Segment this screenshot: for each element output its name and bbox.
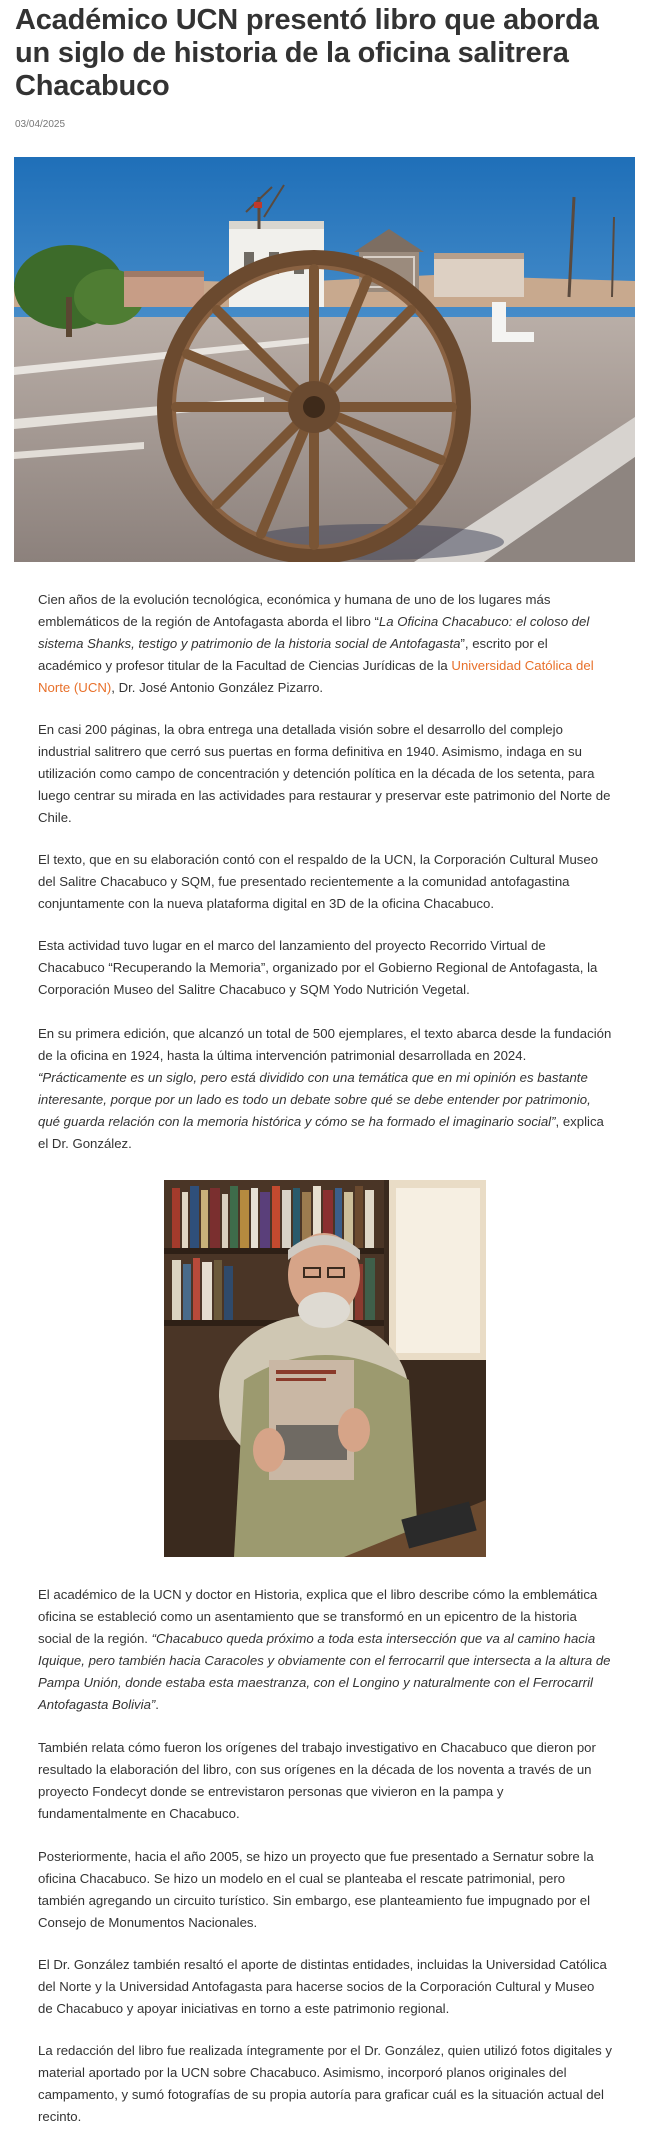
paragraph-5-text-a: En su primera edición, que alcanzó un total de 500 ejemplares, el texto abarca desde la fundación de la oficina en 1924, hasta la última intervención patrimonial desarrollada en 2024.: [38, 1026, 612, 1063]
publish-date: 03/04/2025: [15, 119, 66, 130]
paragraph-2: En casi 200 páginas, la obra entrega una detallada visión sobre el desarrollo del complejo industrial salitrero que cerró sus puertas en forma definitiva en 1940. Asimismo, indaga en su utilización como campo de concentración y detención política en la década de los setenta, para luego centrar su mirada en las actividades para restaurar y preservar este patrimonio del Norte de Chile.: [38, 722, 611, 825]
paragraph-1-text-c: ”, escrito por el académico y profesor titular de la Facultad de Ciencias Jurídicas de la: [38, 636, 548, 673]
paragraph-4: Esta actividad tuvo lugar en el marco del lanzamiento del proyecto Recorrido Virtual de Chacabuco “Recuperando la Memoria”, organizado por el Gobierno Regional de Antofagasta, la Corporación Museo del Salitre Chacabuco y SQM Yodo Nutrición Vegetal.: [38, 938, 598, 997]
paragraph-5: [38, 1023, 612, 1155]
paragraph-7: También relata cómo fueron los orígenes del trabajo investigativo en Chacabuco que dieron por resultado la elaboración del libro, con sus orígenes en la década de los noventa a través de un proyecto Fondecyt donde se entrevistaron personas que vivieron en la pampa y fundamentalmente en Chacabuco.: [38, 1740, 596, 1821]
hero-photo-wagon-wheel: [14, 157, 635, 562]
author-photo: [164, 1180, 486, 1557]
paragraph-1: [38, 589, 612, 699]
paragraph-6-text-b: .: [155, 1697, 159, 1712]
paragraph-6: [38, 1584, 612, 1716]
paragraph-1-text-d: , Dr. José Antonio González Pizarro.: [111, 680, 324, 695]
paragraph-8: Posteriormente, hacia el año 2005, se hizo un proyecto que fue presentado a Sernatur sobre la oficina Chacabuco. Se hizo un modelo en el cual se planteaba el rescate patrimonial, pero también agregando un circuito turístico. Sin embargo, ese planteamiento fue impugnado por el Consejo de Monumentos Nacionales.: [38, 1849, 594, 1930]
paragraph-6-text-a: El académico de la UCN y doctor en Historia, explica que el libro describe cómo la emblemática oficina se estableció como un asentamiento que se transformó en un epicentro de la historia social de la región.: [38, 1587, 598, 1646]
paragraph-10: La redacción del libro fue realizada íntegramente por el Dr. González, quien utilizó fotos digitales y material aportado por la UCN sobre Chacabuco. Asimismo, incorporó planos originales del campamento, y sumó fotografías de su propia autoría para graficar cuál es la situación actual del recinto.: [38, 2043, 612, 2124]
paragraph-6-quote: “Chacabuco queda próximo a toda esta intersección que va al camino hacia Iquique, pero también hacia Caracoles y obviamente con el ferrocarril que intersecta a la altura de Pampa Unión, donde estaba esta maestranza, con el Longino y naturalmente con el Ferrocarril Antofagasta Bolivia”: [38, 1631, 611, 1712]
paragraph-5-quote: “Prácticamente es un siglo, pero está dividido con una temática que en mi opinión es bastante interesante, porque por un lado es todo un debate sobre qué se debe entender por patrimonio, qué guarda relación con la memoria histórica y cómo se ha formado el imaginario social”: [38, 1070, 591, 1129]
paragraph-9: El Dr. González también resaltó el aporte de distintas entidades, incluidas la Universidad Católica del Norte y la Universidad Antofagasta para hacerse socios de la Corporación Cultural y Museo de Chacabuco y apoyar iniciativas en torno a este patrimonio regional.: [38, 1957, 607, 2016]
paragraph-3: El texto, que en su elaboración contó con el respaldo de la UCN, la Corporación Cultural Museo del Salitre Chacabuco y SQM, fue presentado recientemente a la comunidad antofagastina conjuntamente con la nueva plataforma digital en 3D de la oficina Chacabuco.: [38, 852, 599, 911]
article-title: Académico UCN presentó libro que aborda un siglo de historia de la oficina salitrera Chacabuco: [15, 4, 599, 102]
ucn-link[interactable]: Universidad Católica del Norte (UCN): [38, 658, 594, 695]
book-title: La Oficina Chacabuco: el coloso del sistema Shanks, testigo y patrimonio de la historia social de Antofagasta: [38, 614, 590, 651]
paragraph-1-text-a: Cien años de la evolución tecnológica, económica y humana de uno de los lugares más emblemáticos de la región de Antofagasta aborda el libro “: [38, 592, 551, 629]
paragraph-5-text-b: , explica el Dr. González.: [38, 1114, 604, 1151]
